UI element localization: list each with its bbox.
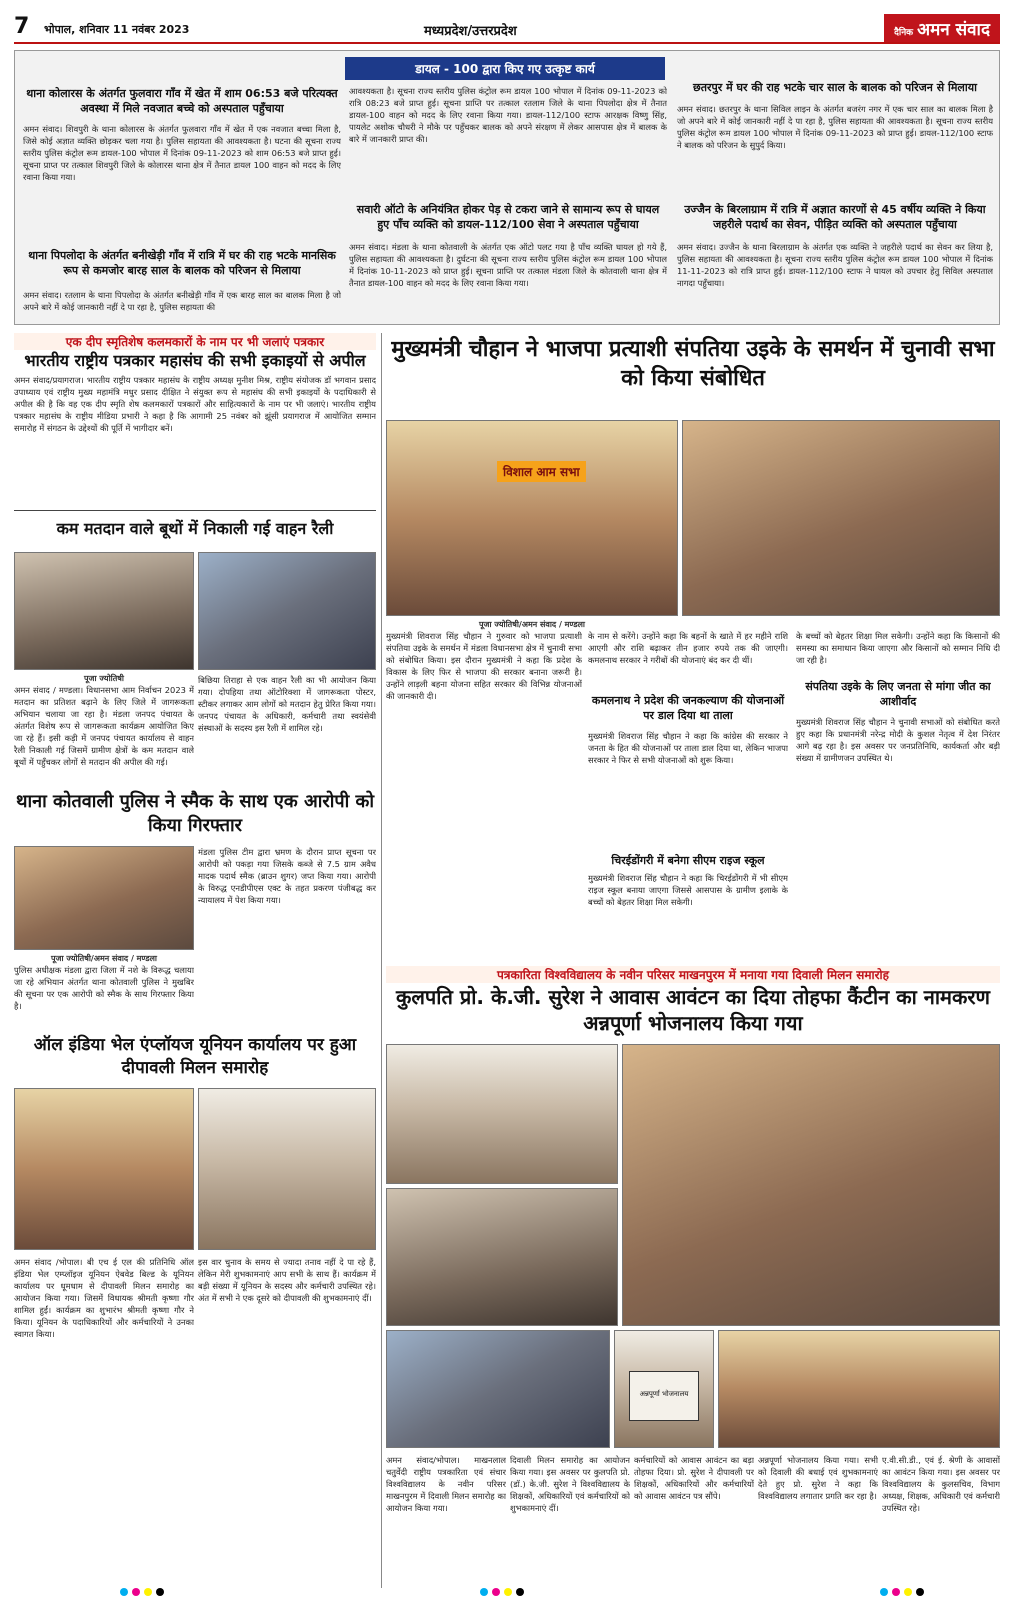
article-smack-text: पुलिस अधीक्षक मंडला द्वारा जिला में नशे के विरूद्ध चलाया जा रहे अभियान अंतर्गत थाना कोतवाली पुलिस ने मुखबिर की सूचना पर एक आरोपी को स्मैक के साथ गिरफ्तार किया है। <box>14 965 194 1012</box>
brand-name: अमन संवाद <box>917 20 990 40</box>
cm-col3b-text: मुख्यमंत्री शिवराज सिंह चौहान ने चुनावी सभाओं को संबोधित करते हुए कहा कि प्रधानमंत्री नरेन्द्र मोदी के कुशल नेतृत्व में देश निरंतर आगे बढ़ रहा है। इस अवसर पर जनप्रतिनिधि, कार्यकर्ता और बड़ी संख्या में ग्रामीणजन उपस्थित थे। <box>796 717 1000 764</box>
cm-sub1: कमलनाथ ने प्रदेश की जनकल्याण की योजनाओं पर डाल दिया था ताला <box>591 694 785 722</box>
article-journalist-title: भारतीय राष्ट्रीय पत्रकार महासंघ की सभी इकाइयों से अपील <box>24 351 366 370</box>
cm-col3-text: के बच्चों को बेहतर शिक्षा मिल सकेगी। उन्होंने कहा कि किसानों की समस्या का समाधान किया जाएगा और किसानों को सम्मान निधि दी जा रही है। <box>796 631 1000 666</box>
cm-story-title: मुख्यमंत्री चौहान ने भाजपा प्रत्याशी संपतिया उइके के समर्थन में चुनावी सभा को किया संबोधित <box>391 337 995 391</box>
univ-photo-5 <box>718 1330 1000 1448</box>
univ-photo-1 <box>386 1044 618 1184</box>
cm-sub2: चिरईडोंगरी में बनेगा सीएम राइज स्कूल <box>611 854 765 867</box>
university-title: कुलपति प्रो. के.जी. सुरेश ने आवास आवंटन का दिया तोहफा कैंटीन का नामकरण अन्नपूर्णा भोजनालय किया गया <box>396 985 990 1035</box>
cm-col2c-text: मुख्यमंत्री शिवराज सिंह चौहान ने कहा कि चिरईडोंगरी में भी सीएम राइज स्कूल बनाया जाएगा जिससे आसपास के ग्रामीण इलाके के बच्चों को बेहतर शिक्षा मिल सकेगी। <box>588 873 788 908</box>
story-kolaras-text: अमन संवाद। शिवपुरी के थाना कोलारस के अंतर्गत फुलवारा गाँव में खेत में एक नवजात बच्चा मिला है, जिसे कोई अज्ञात व्यक्ति छोड़कर चला गया है। पुलिस सहायता की आवश्यकता है। घटना की सूचना राज्य स्तरीय पुलिस कंट्रोल रूम डायल-100 भोपाल में दिनांक 09-11-2023 को शाम 06:53 बजे प्राप्त हुई। सूचना प्राप्त पर तत्काल शिवपुरी जिले के कोलारस थाना क्षेत्र में तैनात डायल 100 वाहन को मदद के लिए रवाना किया गया। <box>23 124 341 183</box>
page-date: भोपाल, शनिवार 11 नवंबर 2023 <box>44 23 190 36</box>
article-bhel-title: ऑल इंडिया भेल एंप्लॉयज यूनियन कार्यालय पर हुआ दीपावली मिलन समारोह <box>33 1035 357 1078</box>
plaque-text: अन्नपूर्णा भोजनालय <box>629 1371 699 1421</box>
univ-text-4: अन्नपूर्णा भोजनालय किया गया। सभी को दिवाली की बधाई एवं शुभकामनाएं देते हुए प्रो. सुरेश ने कहा कि विश्वविद्यालय लगातार प्रगति कर रहा है। <box>758 1455 878 1502</box>
rally-banner: विशाल आम सभा <box>497 461 586 482</box>
print-marks-left <box>120 1588 164 1596</box>
story-piplouda-cont: आवश्यकता है। सूचना राज्य स्तरीय पुलिस कंट्रोल रूम डायल 100 भोपाल में दिनांक 09-11-2023 को रात्रि 08:23 बजे प्राप्त हुई। सूचना प्राप्ति पर तत्काल रतलाम जिले के थाना पिपलोदा क्षेत्र में तैनात डायल-100 वाहन को मदद के लिए रवाना किया गया। डायल-112/100 स्टाफ आरक्षक विष्णु सिंह, पायलेट अशोक चौधरी ने मौके पर पहुँचकर बालक को अपने संरक्षण में लेकर आसपास क्षेत्र में बालक के बारे में जानकारी प्राप्त की। <box>349 86 667 145</box>
bhel-photo <box>14 1088 194 1250</box>
dial100-banner: डायल - 100 द्वारा किए गए उत्कृष्ट कार्य <box>345 57 665 80</box>
article-bhel-text: अमन संवाद /भोपाल। बी एच ई एल की प्रतिनिधि ऑल इंडिया भेल एम्प्लॉइज यूनियन ऐबवेड बिल्ड के यूनियन कार्यालय पर धूमधाम से दीपावली मिलन समारोह का आयोजन किया गया। जिसमें विधायक श्रीमती कृष्णा गौर शामिल हुईं। कार्यक्रम का शुभारंभ श्रीमती कृष्णा गौर ने किया। यूनियन के पदाधिकारियों और कर्मचारियों ने उनका स्वागत किया। <box>14 1257 194 1340</box>
cm-col1-text: मुख्यमंत्री शिवराज सिंह चौहान ने गुरुवार को भाजपा प्रत्याशी संपतिया उइके के समर्थन में मंडला विधानसभा क्षेत्र में चुनावी सभा को संबोधित किया। इस दौरान मुख्यमंत्री ने कहा कि प्रदेश के विकास के लिए फिर से भाजपा की सरकार बनाना जरूरी है। उन्होंने लाड़ली बहना योजना सहित सरकार की विभिन्न योजनाओं की जानकारी दी। <box>386 631 582 702</box>
bottom-kicker: पत्रकारिता विश्वविद्यालय के नवीन परिसर माखनपुरम में मनाया गया दिवाली मिलन समारोह <box>386 966 1000 983</box>
article-smack-title: थाना कोतवाली पुलिस ने स्मैक के साथ एक आरोपी को किया गिरफ्तार <box>15 791 375 837</box>
story-chhatarpur-text: अमन संवाद। छतरपुर के थाना सिविल लाइन के अंतर्गत बजरंग नगर में एक चार साल का बालक मिला है जो अपने बारे में कोई जानकारी नहीं दे पा रहा है, पुलिस सहायता की आवश्यकता है। सूचना राज्य स्तरीय पुलिस कंट्रोल रूम डायल 100 भोपाल में दिनांक 09-11-2023 को प्राप्त हुई। डायल-112/100 स्टाफ ने बालक को परिजन के सुपुर्द किया। <box>677 104 993 151</box>
divider <box>14 510 376 511</box>
story-auto-title: सवारी ऑटो के अनियंत्रित होकर पेड़ से टकरा जाने से सामान्य रूप से घायल हुए पाँच व्यक्ति को डायल-112/100 सेवा ने अस्पताल पहुँचाया <box>356 203 660 231</box>
story-chhatarpur-title: छतरपुर में घर की राह भटके चार साल के बालक को परिजन से मिलाया <box>693 81 977 94</box>
brand-small: दैनिक <box>894 28 914 38</box>
univ-photo-2 <box>386 1188 618 1326</box>
smack-photo <box>14 846 194 950</box>
smack-caption: पूजा ज्योतिषी/अमन संवाद / मण्डला <box>50 954 158 963</box>
univ-text-1: अमन संवाद/भोपाल। माखनलाल चतुर्वेदी राष्ट्रीय पत्रकारिता एवं संचार विश्वविद्यालय के नवीन परिसर माखनपुरम में दिवाली मिलन समारोह का आयोजन किया गया। <box>386 1455 506 1514</box>
print-marks-right <box>880 1588 924 1596</box>
story-ujjain-text: अमन संवाद। उज्जैन के थाना बिरलाग्राम के अंतर्गत एक व्यक्ति ने जहरीले पदार्थ का सेवन कर लिया है, पुलिस सहायता की आवश्यकता है। सूचना राज्य स्तरीय पुलिस कंट्रोल रूम डायल 100 भोपाल में दिनांक 11-11-2023 को रात्रि प्राप्त हुई। डायल-112/100 स्टाफ ने घायल को उपचार हेतु सिविल अस्पताल नागदा पहुँचाया। <box>677 242 993 289</box>
column-divider <box>381 333 382 1588</box>
page-header <box>14 14 1000 44</box>
article-journalist-text: अमन संवाद/प्रयागराज। भारतीय राष्ट्रीय पत्रकार महासंघ के राष्ट्रीय अध्यक्ष मुनीश मिश्र, राष्ट्रीय संयोजक डॉ भगवान प्रसाद उपाध्याय एवं राष्ट्रीय मुख्य महामंत्रि मधुर प्रसाद दीक्षित ने संयुक्त रूप से महासंघ की सभी इकाइयों के पदाधिकारी से अपील की है कि वह एक दीप स्मृति शेष कलमकारों पत्रकारों और साहित्यकारों के नाम पर भी जलाएं। भारतीय राष्ट्रीय पत्रकार महासंघ के राष्ट्रीय मीडिया प्रभारी ने कहा है कि आगामी 25 नवंबर को झूंसी प्रयागराज में आयोजित सम्मान समारोह में संगठन के उद्देश्यों की पूर्ति में भागीदार बनें। <box>14 375 376 434</box>
brand-logo <box>884 14 1000 42</box>
rally-photo-2 <box>198 552 376 670</box>
article-smack-text-2: मंडला पुलिस टीम द्वारा भ्रमण के दौरान प्राप्त सूचना पर आरोपी को पकड़ा गया जिसके कब्जे से 7.5 ग्राम अवैध मादक पदार्थ स्मैक (ब्राउन शुगर) जप्त किया गया। आरोपी के विरुद्ध एनडीपीएस एक्ट के तहत प्रकरण पंजीबद्ध कर न्यायालय में पेश किया गया। <box>198 847 376 906</box>
story-piplouda-text: अमन संवाद। रतलाम के थाना पिपलोदा के अंतर्गत बनीखेड़ी गाँव में एक बारह साल का बालक मिला है जो अपने बारे में कोई जानकारी नहीं दे पा रहा है, पुलिस सहायता की <box>23 290 341 313</box>
bhel-photo-2 <box>198 1088 376 1250</box>
story-auto-text: अमन संवाद। मंडला के थाना कोतवाली के अंतर्गत एक ऑटो पलट गया है पाँच व्यक्ति घायल हो गये हैं, पुलिस सहायता की आवश्यकता है। दुर्घटना की सूचना राज्य स्तरीय पुलिस कंट्रोल रूम डायल 100 भोपाल में दिनांक 10-11-2023 को प्राप्त हुई। सूचना प्राप्ति पर तत्काल मंडला जिले के कोतवाली थाना क्षेत्र में तैनात डायल-100 वाहन को मदद के लिए रवाना किया गया। <box>349 242 667 289</box>
univ-text-3: कर्मचारियों को आवास आवंटन का बड़ा तोहफा दिया। प्रो. सुरेश ने दीपावली पर शिक्षकों, अधिकारियों और कर्मचारियों को आवास आवंटन पत्र सौंपे। <box>634 1455 754 1502</box>
section-title: मध्यप्रदेश/उत्तरप्रदेश <box>424 24 517 39</box>
article-rally-text: अमन संवाद / मण्डला। विधानसभा आम निर्वाचन 2023 में मतदान का प्रतिशत बढ़ाने के लिए जिले में जागरूकता अभियान चलाया जा रहा है। मंडला जनपद पंचायत के अंतर्गत विशेष रूप से जागरूकता कार्यक्रम आयोजित किए जा रहे हैं। इसी कड़ी में जनपद पंचायत कार्यालय से वाहन रैली निकाली गई जिसमें ग्रामीण क्षेत्रों के कम मतदान वाले बूथों में पहुँचकर लोगों से मतदान की अपील की गई। <box>14 685 194 768</box>
page-number: 7 <box>14 14 30 39</box>
cm-caption: पूजा ज्योतिषी/अमन संवाद / मण्डला <box>478 620 586 629</box>
article-rally-text-2: बिछिया तिराहा से एक वाहन रैली का भी आयोजन किया गया। दोपहिया तथा ऑटोरिक्शा में जागरूकता पोस्टर, स्टीकर लगाकर आम लोगों को मतदान हेतु प्रेरित किया गया। जनपद पंचायत के अधिकारी, कर्मचारी तथा स्वयंसेवी संस्थाओं के सदस्य इस रैली में शामिल रहे। <box>198 675 376 734</box>
plaque-photo <box>614 1330 714 1448</box>
print-marks-center <box>480 1588 524 1596</box>
left-kicker: एक दीप स्मृतिशेष कलमकारों के नाम पर भी जलाएं पत्रकार <box>14 333 376 350</box>
univ-text-5: ए.वी.सी.डी., एवं ई. श्रेणी के आवासों का आवंटन किया गया। इस अवसर पर विश्वविद्यालय के कुलसचिव, विभाग अध्यक्ष, शिक्षक, अधिकारी एवं कर्मचारी उपस्थित रहे। <box>882 1455 1000 1514</box>
story-kolaras-title: थाना कोलारस के अंतर्गत फुलवारा गाँव में खेत में शाम 06:53 बजे परित्यक्त अवस्था में मिले नवजात बच्चे को अस्पताल पहुँचाया <box>26 87 338 115</box>
univ-photo-4 <box>386 1330 610 1448</box>
dial100-box <box>14 50 1000 325</box>
univ-text-2: दिवाली मिलन समारोह का आयोजन किया गया। इस अवसर पर कुलपति प्रो. (डॉ.) के.जी. सुरेश ने विश्वविद्यालय के शिक्षकों, अधिकारियों एवं कर्मचारियों को शुभकामनाएं दीं। <box>510 1455 630 1514</box>
article-bhel-text-2: इस वार चुनाव के समय से ज्यादा तनाव नहीं दे पा रहे हैं, लेकिन मेरी शुभकामनाएं आप सभी के साथ हैं। कार्यक्रम में बड़ी संख्या में यूनियन के सदस्य और कर्मचारी उपस्थित रहे। अंत में सभी ने एक दूसरे को दीपावली की शुभकामनाएं दीं। <box>198 1257 376 1304</box>
cm-col2b-text: मुख्यमंत्री शिवराज सिंह चौहान ने कहा कि कांग्रेस की सरकार ने जनता के हित की योजनाओं पर ताला डाल दिया था, लेकिन भाजपा सरकार ने फिर से सभी योजनाओं को शुरू किया। <box>588 731 788 766</box>
rally-photo <box>14 552 194 670</box>
cm-crowd-photo <box>682 420 1000 616</box>
rally-caption: पूजा ज्योतिषी <box>84 674 124 683</box>
story-ujjain-title: उज्जैन के बिरलाग्राम में रात्रि में अज्ञात कारणों से 45 वर्षीय व्यक्ति ने किया जहरीले पदार्थ का सेवन, पीड़ित व्यक्ति को अस्पताल पहुँचाया <box>684 203 986 231</box>
cm-rally-photo <box>386 420 678 616</box>
article-rally-title: कम मतदान वाले बूथों में निकाली गई वाहन रैली <box>56 519 334 538</box>
univ-group-photo <box>622 1044 1000 1326</box>
cm-col2-text: के नाम से करेंगे। उन्होंने कहा कि बहनों के खाते में हर महीने राशि आएगी और राशि बढ़ाकर तीन हजार रुपये तक की जाएगी। कमलनाथ सरकार ने गरीबों की योजनाएं बंद कर दी थीं। <box>588 631 788 666</box>
cm-sub3: संपतिया उइके के लिए जनता से मांगा जीत का आशीर्वाद <box>805 680 991 708</box>
story-piplouda-title: थाना पिपलोदा के अंतर्गत बनीखेड़ी गाँव में रात्रि में घर की राह भटके मानसिक रूप से कमजोर बारह साल के बालक को परिजन से मिलाया <box>28 249 336 277</box>
